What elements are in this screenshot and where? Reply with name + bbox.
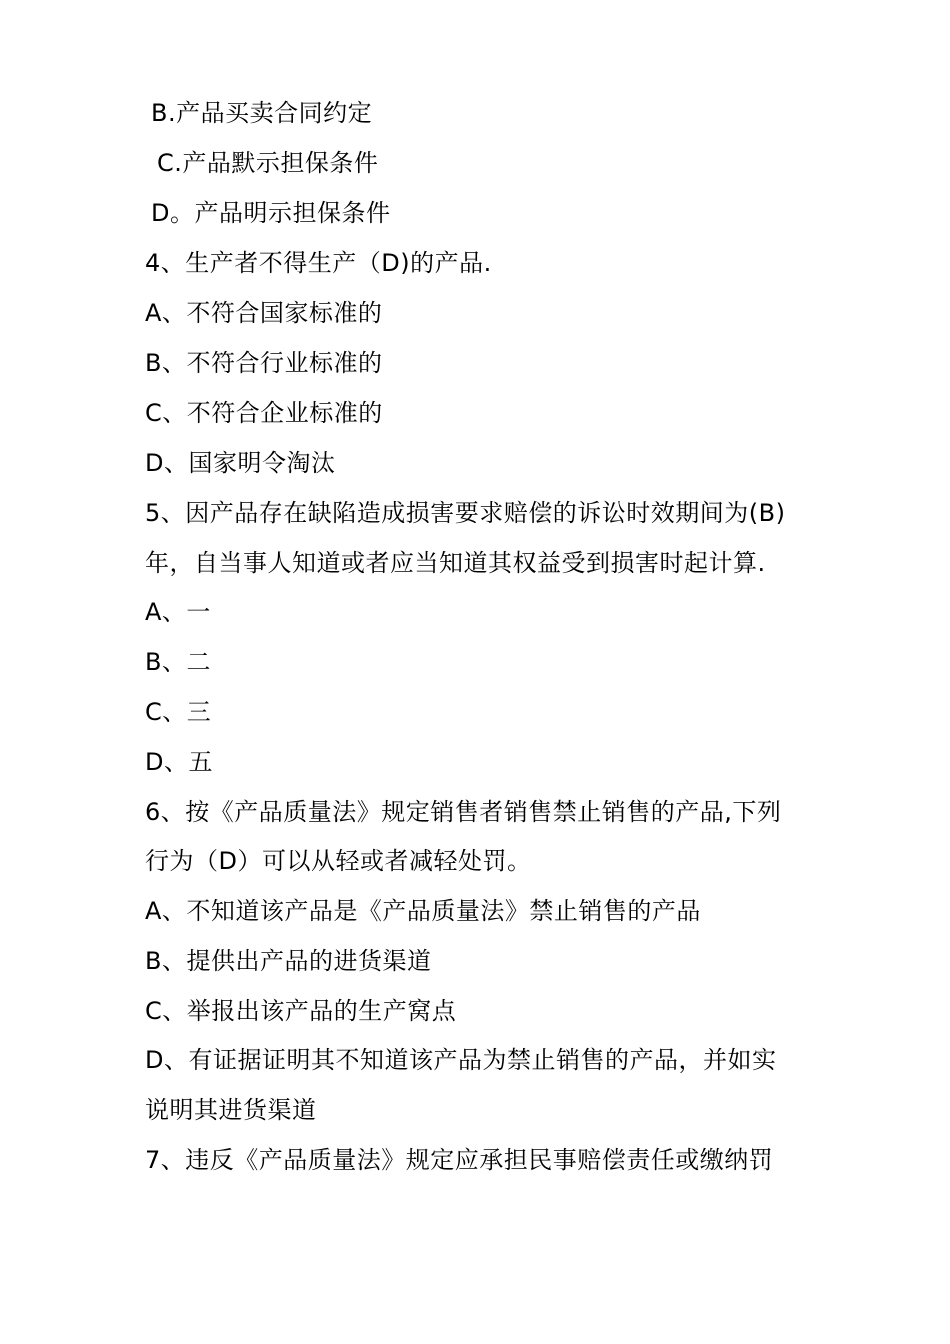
option-line: B、二 [145,648,211,676]
option-line: C、三 [145,698,212,726]
option-line: D。产品明示担保条件 [151,199,391,227]
option-line: C.产品默示担保条件 [157,149,379,177]
option-line: D、有证据证明其不知道该产品为禁止销售的产品，并如实 [145,1046,777,1074]
option-line: C、举报出该产品的生产窝点 [145,997,457,1025]
question-line: 年，自当事人知道或者应当知道其权益受到损害时起计算. [145,549,766,577]
option-line: C、不符合企业标准的 [145,399,383,427]
question-line: 5、因产品存在缺陷造成损害要求赔偿的诉讼时效期间为(B) [145,499,786,527]
option-line: B.产品买卖合同约定 [151,99,373,127]
option-line: A、不知道该产品是《产品质量法》禁止销售的产品 [145,897,701,925]
question-line: 4、生产者不得生产（D)的产品. [145,249,492,277]
question-line: 7、违反《产品质量法》规定应承担民事赔偿责任或缴纳罚 [145,1146,774,1174]
option-line: B、不符合行业标准的 [145,349,383,377]
option-line: A、不符合国家标准的 [145,299,383,327]
option-line: B、提供出产品的进货渠道 [145,947,432,975]
option-line: 说明其进货渠道 [145,1096,317,1124]
question-line: 6、按《产品质量法》规定销售者销售禁止销售的产品,下列 [145,798,782,826]
option-line: A、一 [145,598,211,626]
option-line: D、国家明令淘汰 [145,449,336,477]
question-line: 行为（D）可以从轻或者减轻处罚。 [145,847,532,875]
option-line: D、五 [145,748,213,776]
